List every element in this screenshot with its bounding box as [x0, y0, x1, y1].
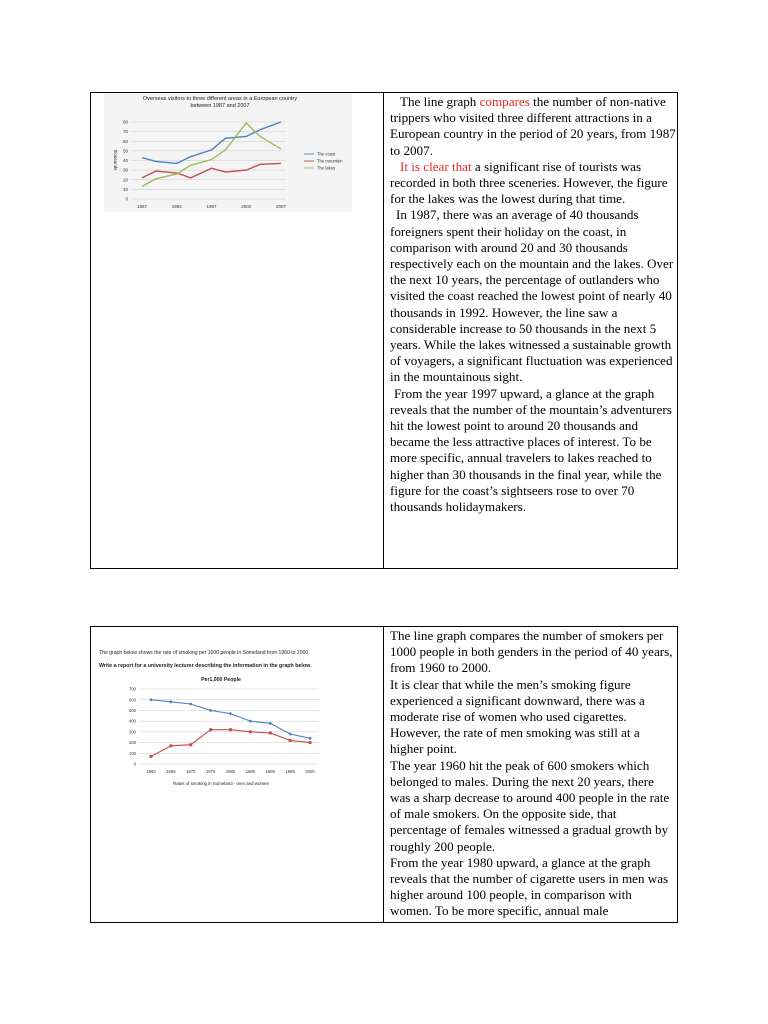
essay-1-text [390, 94, 676, 515]
chart-y-axis-label: thousands [113, 149, 118, 171]
essay-1-paragraph-4: From the year 1997 upward, a glance at the graph reveals that the number of the mountain’s adventurers hit the lowest point to around 20 thousands and became the less attractive places of interest. To be more specific, annual travelers to lakes reached to higher than 30 thousands in the final year, while the figure for the coast’s sightseers rose to over 70 thousands holidaymakers. [390, 385, 672, 515]
y-tick-label: 60 [122, 138, 128, 144]
y-tick-label: 50 [122, 148, 128, 154]
x-tick-label: 1985 [245, 769, 256, 774]
essay-2-paragraph-3: The year 1960 hit the peak of 600 smokers which belonged to males. During the next 20 years, there was a sharp decrease to around 400 people in the rate of male smokers. On the opposite side, that percentage of females witnessed a gradual growth by roughly 200 people. [390, 757, 670, 854]
essay-1-paragraph-2 [390, 159, 676, 208]
x-tick-label: 1992 [171, 204, 182, 209]
essay-1-p1-highlight: compares [479, 94, 530, 109]
table-1-column-divider [383, 93, 384, 568]
y-tick-label: 30 [122, 167, 128, 173]
essay-1-paragraph-3: In 1987, there was an average of 40 thousands foreigners spent their holiday on the coast, in comparison with around 20 and 30 thousands respectively each on the mountain and the lakes. Over the next 10 years, the percentage of outlanders who visited the coast reached the lowest point of nearly 40 thousands in 1992. However, the line saw a considerable increase to 50 thousands in the next 5 years. While the lakes witnessed a sustainable growth of voyagers, a significant fluctuation was experienced in the mountainous sight. [390, 207, 674, 385]
y-tick-label: 80 [122, 119, 128, 125]
essay-1-p1-intro: The line graph [400, 94, 480, 109]
data-point [249, 719, 253, 723]
data-point [150, 755, 153, 758]
y-tick-label: 10 [122, 186, 128, 192]
data-point [229, 712, 233, 716]
y-tick-label: 300 [129, 729, 136, 735]
data-point [229, 728, 232, 731]
data-point [289, 739, 292, 742]
y-tick-label: 100 [129, 750, 136, 756]
data-point [189, 743, 192, 746]
x-tick-label: 2002 [241, 204, 252, 209]
smoking-chart-title: Per1,000 People [201, 677, 241, 683]
smoking-chart-caption: Rates of smoking in Someland - men and women [173, 781, 269, 786]
table-2-column-divider [383, 627, 384, 922]
x-tick-label: 1980 [225, 769, 236, 774]
series-line-women [151, 730, 310, 757]
y-tick-label: 700 [129, 686, 136, 692]
data-point [249, 730, 252, 733]
y-tick-label: 0 [133, 761, 136, 767]
x-tick-label: 1997 [206, 204, 217, 209]
essay-1-p1-rest: the number of non-native trippers who visited three different attractions in a European country in the period of 20 years, from 1987 to 2007. [390, 94, 676, 158]
y-tick-label: 20 [122, 177, 128, 183]
x-tick-label: 1965 [166, 769, 176, 774]
x-tick-label: 1975 [205, 769, 216, 774]
legend-entry: The mountain [317, 158, 343, 164]
essay-2-paragraph-4: From the year 1980 upward, a glance at the graph reveals that the number of cigarette users in men was higher around 100 people, in comparison with women. To be more specific, annual male [390, 854, 669, 919]
data-point [209, 728, 212, 731]
chart-title-line-1: Overseas visitors to three different areas in a European country [142, 96, 298, 102]
data-point [209, 709, 213, 713]
x-tick-label: 1960 [146, 769, 156, 774]
x-tick-label: 1995 [285, 769, 295, 774]
series-line-men [151, 700, 310, 739]
x-tick-label: 1987 [136, 204, 148, 209]
data-point [189, 702, 193, 706]
data-point [149, 698, 153, 702]
legend-entry: The lakes [317, 165, 336, 171]
chart-title-line-2: between 1987 and 2007 [190, 103, 250, 109]
x-tick-label: 1970 [186, 769, 196, 774]
data-point [269, 731, 272, 734]
data-point [169, 744, 172, 747]
y-tick-label: 200 [129, 740, 136, 746]
essay-1-p2-highlight: It is clear that [400, 158, 472, 174]
essay-2-paragraph-1: The line graph compares the number of smokers per 1000 people in both genders in the period of 40 years, from 1960 to 2000. [390, 628, 673, 676]
visitors-line-chart [104, 94, 352, 212]
essay-1-paragraph-1 [390, 94, 676, 159]
smoking-task-text: The graph below shows the rate of smoking per 1000 people in Someland from 1960 to 2000. [99, 650, 310, 656]
smoking-line-chart [97, 644, 345, 798]
smoking-chart-image [97, 644, 345, 798]
x-tick-label: 2000 [305, 769, 315, 774]
series-line-the-lakes [142, 123, 281, 187]
essay-2-paragraph-2: It is clear that while the men’s smoking figure experienced a significant downward, there was a moderate rise of women who used cigarettes. However, the rate of men smoking was still at a higher point. [390, 676, 645, 757]
x-tick-label: 1990 [265, 769, 275, 774]
y-tick-label: 0 [125, 196, 128, 202]
y-tick-label: 70 [122, 129, 128, 135]
data-point [309, 741, 312, 744]
smoking-instruction-text: Write a report for a university lecturer describing the information in the graph below. [99, 663, 312, 669]
data-point [169, 700, 173, 704]
visitors-chart-image [104, 94, 352, 212]
y-tick-label: 500 [129, 708, 136, 714]
y-tick-label: 600 [129, 697, 136, 703]
y-tick-label: 400 [129, 718, 136, 724]
y-tick-label: 40 [122, 158, 128, 164]
data-point [308, 736, 312, 740]
series-line-the-coast [142, 122, 281, 163]
series-line-the-mountain [142, 163, 281, 177]
essay-1-p2-rest: a significant rise of tourists was recorded in both three sceneries. However, the figure for the lakes was the lowest during that time. [390, 158, 668, 207]
x-tick-label: 2007 [275, 204, 287, 209]
legend-entry: The coast [317, 151, 336, 157]
essay-2-text [390, 628, 676, 920]
